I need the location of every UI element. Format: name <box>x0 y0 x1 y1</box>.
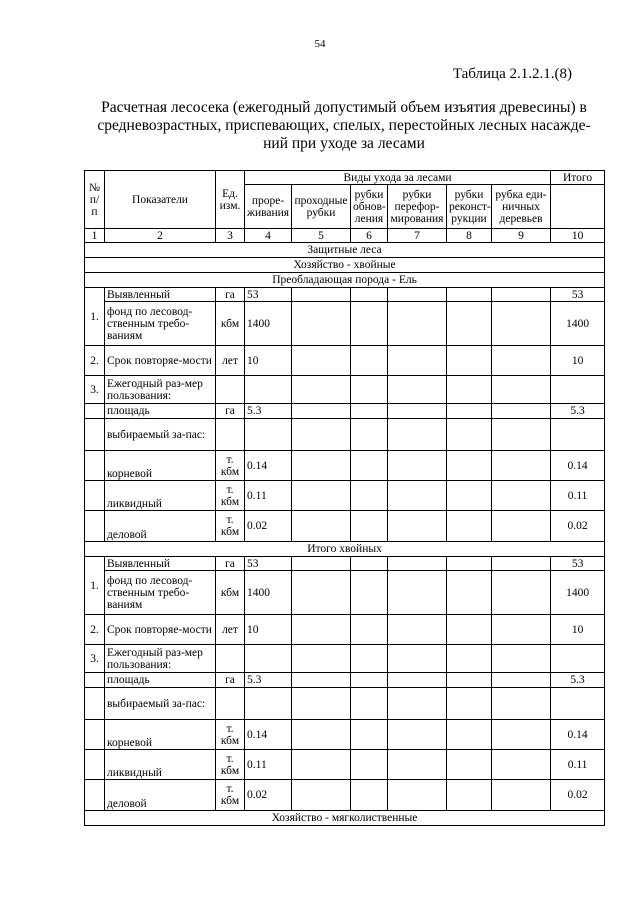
page-number: 54 <box>314 38 326 50</box>
header-sub: рубка еди-ничных деревьев <box>492 185 551 229</box>
total-cell: 53 <box>551 288 605 302</box>
row-label: ликвидный <box>105 481 216 511</box>
row-num: 2. <box>85 346 105 376</box>
row-label: Выявленный <box>105 557 216 571</box>
table-row <box>85 511 605 542</box>
row-label: деловой <box>105 780 216 811</box>
row-unit <box>216 750 245 780</box>
section-title: Хозяйство - хвойные <box>85 258 605 273</box>
unit-t: т. <box>226 483 234 496</box>
unit-kbm: кбм <box>220 465 240 478</box>
section-row <box>85 273 605 288</box>
section-row <box>85 542 605 557</box>
row-unit <box>216 511 245 542</box>
value-cell: 0.14 <box>245 720 292 750</box>
value-cell: 5.3 <box>245 404 292 419</box>
row-unit: га <box>216 404 245 419</box>
col-number: 4 <box>245 229 292 243</box>
row-label: Ежегодный раз-мер пользования: <box>105 645 216 673</box>
unit-t: т. <box>226 752 234 765</box>
calculation-table <box>84 170 605 826</box>
total-cell: 53 <box>551 557 605 571</box>
row-unit: кбм <box>216 571 245 615</box>
section-title: Итого хвойных <box>85 542 605 557</box>
row-label: деловой <box>105 511 216 542</box>
row-label: ликвидный <box>105 750 216 780</box>
row-unit: га <box>216 673 245 688</box>
value-cell: 0.02 <box>245 511 292 542</box>
section-row <box>85 243 605 258</box>
row-unit: лет <box>216 346 245 376</box>
unit-t: т. <box>226 453 234 466</box>
row-label: Срок повторяе-мости <box>105 615 216 645</box>
total-cell: 0.14 <box>551 451 605 481</box>
total-cell: 10 <box>551 615 605 645</box>
row-num: 1. <box>85 557 105 615</box>
header-num: № п/п <box>85 171 105 229</box>
section-row <box>85 258 605 273</box>
unit-t: т. <box>226 514 234 526</box>
total-cell: 0.02 <box>551 780 605 811</box>
table-row <box>85 720 605 750</box>
value-cell: 53 <box>245 288 292 302</box>
section-title: Преобладающая порода - Ель <box>85 273 605 288</box>
header-sub: рубки обнов-ления <box>351 185 388 229</box>
row-label: выбираемый за-пас: <box>105 688 216 720</box>
row-num: 3. <box>85 376 105 404</box>
table-row <box>85 645 605 673</box>
table-row <box>85 688 605 720</box>
row-label: Выявленный <box>105 288 216 302</box>
col-number: 3 <box>216 229 245 243</box>
row-num: 2. <box>85 615 105 645</box>
table-row <box>85 673 605 688</box>
row-label: фонд по лесовод-ственным требо-ваниям <box>105 302 216 346</box>
unit-kbm: кбм <box>220 795 240 807</box>
total-cell: 5.3 <box>551 404 605 419</box>
title-line: Расчетная лесосека (ежегодный допустимый объем изъятия древесины) в <box>101 99 587 116</box>
table-row <box>85 288 605 302</box>
section-title: Защитные леса <box>85 243 605 258</box>
table-row <box>85 419 605 451</box>
column-numbers-row <box>85 229 605 243</box>
value-cell: 10 <box>245 615 292 645</box>
total-cell: 1400 <box>551 302 605 346</box>
table-row <box>85 376 605 404</box>
col-number: 1 <box>85 229 105 243</box>
table-row <box>85 346 605 376</box>
row-label: фонд по лесовод-ственным требо-ваниям <box>105 571 216 615</box>
header-sub: рубки перефор-мирования <box>388 185 447 229</box>
header-sub: рубки реконст-рукции <box>447 185 492 229</box>
col-number: 9 <box>492 229 551 243</box>
row-unit: га <box>216 288 245 302</box>
table-row <box>85 302 605 346</box>
row-unit <box>216 720 245 750</box>
header-row <box>85 171 605 185</box>
row-label: корневой <box>105 451 216 481</box>
unit-kbm: кбм <box>220 526 240 538</box>
total-cell: 1400 <box>551 571 605 615</box>
header-group: Виды ухода за лесами <box>245 171 551 185</box>
total-cell: 10 <box>551 346 605 376</box>
value-cell: 10 <box>245 346 292 376</box>
section-title: Хозяйство - мягколиственные <box>85 811 605 826</box>
unit-kbm: кбм <box>220 764 240 777</box>
col-number: 5 <box>292 229 351 243</box>
unit-kbm: кбм <box>220 734 240 747</box>
table-row <box>85 780 605 811</box>
row-label: выбираемый за-пас: <box>105 419 216 451</box>
row-unit <box>216 481 245 511</box>
row-label: площадь <box>105 673 216 688</box>
col-number: 10 <box>551 229 605 243</box>
table-row <box>85 557 605 571</box>
table-row <box>85 571 605 615</box>
value-cell: 0.11 <box>245 481 292 511</box>
row-label: Ежегодный раз-мер пользования: <box>105 376 216 404</box>
table-title <box>84 99 604 153</box>
row-unit <box>216 780 245 811</box>
unit-kbm: кбм <box>220 495 240 508</box>
table-row <box>85 451 605 481</box>
value-cell: 53 <box>245 557 292 571</box>
value-cell: 0.14 <box>245 451 292 481</box>
total-cell: 0.11 <box>551 481 605 511</box>
section-row <box>85 811 605 826</box>
value-cell: 0.02 <box>245 780 292 811</box>
table-row <box>85 615 605 645</box>
col-number: 2 <box>105 229 216 243</box>
value-cell: 1400 <box>245 302 292 346</box>
row-label: корневой <box>105 720 216 750</box>
header-total: Итого <box>551 171 605 185</box>
table-row <box>85 750 605 780</box>
value-cell: 0.11 <box>245 750 292 780</box>
row-label: Срок повторяе-мости <box>105 346 216 376</box>
col-number: 7 <box>388 229 447 243</box>
row-num: 1. <box>85 288 105 346</box>
table-label: Таблица 2.1.2.1.(8) <box>452 66 572 82</box>
row-label: площадь <box>105 404 216 419</box>
value-cell: 5.3 <box>245 673 292 688</box>
unit-t: т. <box>226 722 234 735</box>
row-unit: лет <box>216 615 245 645</box>
col-number: 8 <box>447 229 492 243</box>
row-unit <box>216 451 245 481</box>
header-indicators: Показатели <box>105 171 216 229</box>
row-unit: кбм <box>216 302 245 346</box>
table-row <box>85 404 605 419</box>
total-cell: 0.14 <box>551 720 605 750</box>
title-line: средневозрастных, приспевающих, спелых, перестойных лесных насажде- <box>97 117 591 134</box>
header-unit: Ед. изм. <box>216 171 245 229</box>
table-row <box>85 481 605 511</box>
value-cell: 1400 <box>245 571 292 615</box>
header-sub: проре-живания <box>245 185 292 229</box>
col-number: 6 <box>351 229 388 243</box>
total-cell: 0.02 <box>551 511 605 542</box>
header-sub: проходные рубки <box>292 185 351 229</box>
total-cell: 0.11 <box>551 750 605 780</box>
row-num: 3. <box>85 645 105 673</box>
total-cell: 5.3 <box>551 673 605 688</box>
unit-t: т. <box>226 783 234 795</box>
row-unit: га <box>216 557 245 571</box>
title-line: ний при уходе за лесами <box>263 135 425 152</box>
